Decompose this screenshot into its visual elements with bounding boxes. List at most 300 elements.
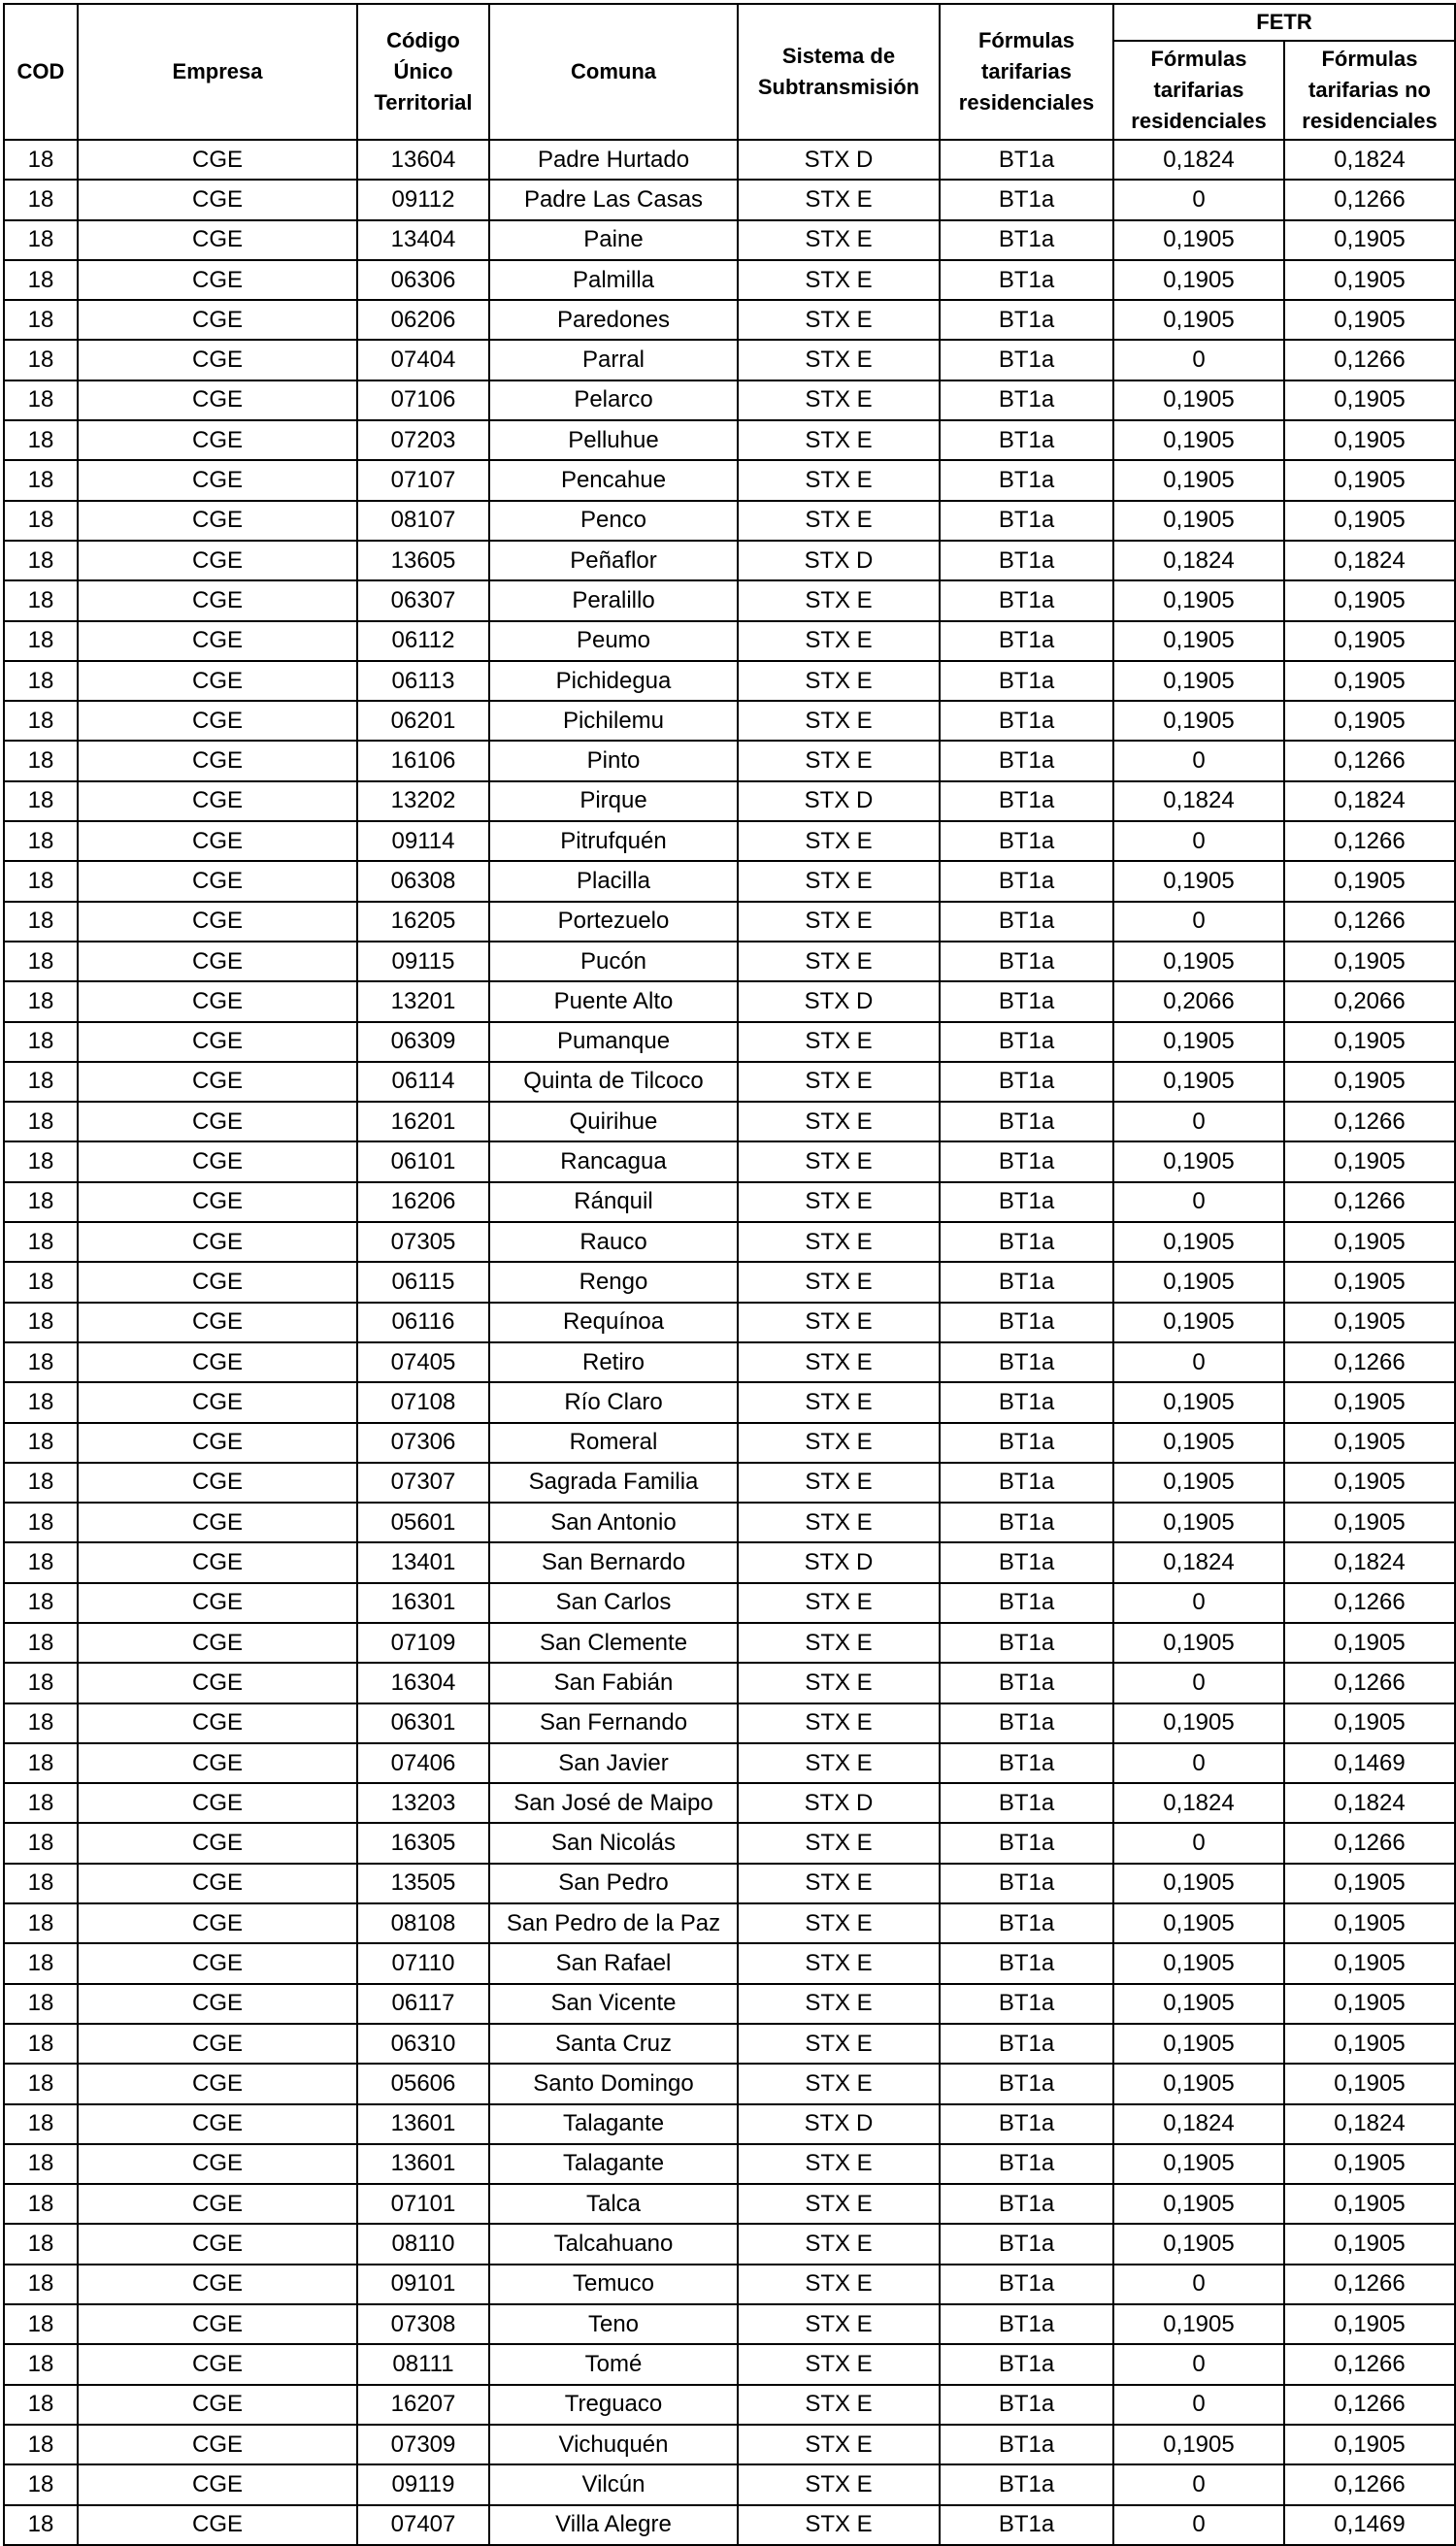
cell-sistema: STX E	[738, 1303, 940, 1342]
cell-cod: 18	[4, 340, 78, 380]
cell-cod: 18	[4, 1382, 78, 1422]
cell-comuna: Villa Alegre	[489, 2505, 738, 2545]
cell-empresa: CGE	[78, 2385, 357, 2425]
table-row	[4, 501, 1455, 541]
table-body	[4, 140, 1455, 2545]
cell-codigo: 07307	[357, 1463, 489, 1503]
header-formulas-residenciales: Fórmulas tarifarias residenciales	[940, 4, 1113, 140]
cell-empresa: CGE	[78, 2265, 357, 2304]
cell-fetr-residencial: 0,1905	[1113, 1303, 1284, 1342]
cell-empresa: CGE	[78, 2344, 357, 2384]
cell-empresa: CGE	[78, 981, 357, 1021]
cell-comuna: Palmilla	[489, 260, 738, 300]
cell-sistema: STX D	[738, 1783, 940, 1823]
cell-formula: BT1a	[940, 1783, 1113, 1823]
cell-fetr-no-residencial: 0,1266	[1284, 741, 1455, 780]
cell-empresa: CGE	[78, 1743, 357, 1783]
cell-codigo: 13604	[357, 140, 489, 180]
cell-formula: BT1a	[940, 1342, 1113, 1382]
cell-fetr-residencial: 0,1905	[1113, 2024, 1284, 2064]
cell-formula: BT1a	[940, 140, 1113, 180]
cell-fetr-residencial: 0,1905	[1113, 460, 1284, 500]
cell-formula: BT1a	[940, 1743, 1113, 1783]
table-row	[4, 781, 1455, 821]
cell-sistema: STX D	[738, 781, 940, 821]
cell-fetr-no-residencial: 0,1905	[1284, 661, 1455, 701]
cell-sistema: STX E	[738, 1823, 940, 1863]
cell-empresa: CGE	[78, 2304, 357, 2344]
cell-cod: 18	[4, 861, 78, 901]
cell-fetr-residencial: 0,1905	[1113, 2064, 1284, 2103]
cell-fetr-no-residencial: 0,2066	[1284, 981, 1455, 1021]
cell-formula: BT1a	[940, 781, 1113, 821]
cell-empresa: CGE	[78, 1663, 357, 1703]
table-row	[4, 2064, 1455, 2103]
cell-formula: BT1a	[940, 2104, 1113, 2144]
cell-cod: 18	[4, 661, 78, 701]
cell-codigo: 06301	[357, 1703, 489, 1743]
cell-formula: BT1a	[940, 1382, 1113, 1422]
cell-sistema: STX E	[738, 1984, 940, 2024]
cell-comuna: San Pedro	[489, 1864, 738, 1903]
header-fetr-no-residenciales: Fórmulas tarifarias no residenciales	[1284, 41, 1455, 140]
cell-fetr-no-residencial: 0,1824	[1284, 2104, 1455, 2144]
cell-comuna: Peumo	[489, 621, 738, 661]
cell-empresa: CGE	[78, 1382, 357, 1422]
cell-comuna: Santa Cruz	[489, 2024, 738, 2064]
cell-formula: BT1a	[940, 541, 1113, 580]
cell-codigo: 06307	[357, 580, 489, 620]
cell-fetr-residencial: 0	[1113, 1743, 1284, 1783]
table-row	[4, 260, 1455, 300]
cell-empresa: CGE	[78, 260, 357, 300]
cell-codigo: 07406	[357, 1743, 489, 1783]
cell-codigo: 06206	[357, 300, 489, 340]
cell-sistema: STX E	[738, 1903, 940, 1943]
cell-formula: BT1a	[940, 1943, 1113, 1983]
table-row	[4, 1062, 1455, 1102]
cell-formula: BT1a	[940, 1262, 1113, 1302]
cell-cod: 18	[4, 1342, 78, 1382]
cell-comuna: Pelarco	[489, 380, 738, 420]
cell-sistema: STX D	[738, 981, 940, 1021]
cell-empresa: CGE	[78, 2505, 357, 2545]
cell-codigo: 16304	[357, 1663, 489, 1703]
cell-empresa: CGE	[78, 2064, 357, 2103]
cell-fetr-residencial: 0,1905	[1113, 1623, 1284, 1663]
cell-empresa: CGE	[78, 1222, 357, 1262]
cell-formula: BT1a	[940, 1542, 1113, 1582]
cell-sistema: STX E	[738, 861, 940, 901]
cell-codigo: 13401	[357, 1542, 489, 1582]
cell-comuna: Pumanque	[489, 1022, 738, 1062]
cell-formula: BT1a	[940, 2344, 1113, 2384]
cell-comuna: Pelluhue	[489, 420, 738, 460]
table-row	[4, 380, 1455, 420]
table-row	[4, 701, 1455, 741]
cell-fetr-residencial: 0	[1113, 1102, 1284, 1141]
table-row	[4, 2385, 1455, 2425]
cell-fetr-no-residencial: 0,1905	[1284, 2425, 1455, 2464]
cell-formula: BT1a	[940, 1423, 1113, 1463]
cell-fetr-no-residencial: 0,1266	[1284, 821, 1455, 861]
cell-fetr-no-residencial: 0,1905	[1284, 1503, 1455, 1542]
cell-codigo: 13505	[357, 1864, 489, 1903]
table-row	[4, 1623, 1455, 1663]
cell-comuna: Pichidegua	[489, 661, 738, 701]
cell-cod: 18	[4, 1182, 78, 1222]
cell-sistema: STX E	[738, 902, 940, 942]
cell-comuna: Paine	[489, 220, 738, 260]
cell-empresa: CGE	[78, 621, 357, 661]
cell-cod: 18	[4, 1823, 78, 1863]
table-row	[4, 1703, 1455, 1743]
cell-fetr-residencial: 0,1824	[1113, 541, 1284, 580]
cell-formula: BT1a	[940, 2464, 1113, 2504]
cell-cod: 18	[4, 2265, 78, 2304]
cell-comuna: Padre Las Casas	[489, 180, 738, 219]
cell-codigo: 08110	[357, 2224, 489, 2264]
cell-sistema: STX E	[738, 2505, 940, 2545]
cell-fetr-residencial: 0,1905	[1113, 420, 1284, 460]
cell-formula: BT1a	[940, 180, 1113, 219]
cell-comuna: Pitrufquén	[489, 821, 738, 861]
cell-empresa: CGE	[78, 1783, 357, 1823]
cell-comuna: San Carlos	[489, 1583, 738, 1623]
cell-comuna: Talagante	[489, 2144, 738, 2184]
cell-cod: 18	[4, 2385, 78, 2425]
cell-codigo: 13601	[357, 2104, 489, 2144]
cell-formula: BT1a	[940, 741, 1113, 780]
cell-empresa: CGE	[78, 140, 357, 180]
cell-codigo: 06306	[357, 260, 489, 300]
cell-sistema: STX E	[738, 2184, 940, 2224]
cell-sistema: STX E	[738, 2224, 940, 2264]
cell-comuna: Temuco	[489, 2265, 738, 2304]
cell-fetr-no-residencial: 0,1905	[1284, 2024, 1455, 2064]
cell-sistema: STX E	[738, 741, 940, 780]
cell-cod: 18	[4, 2224, 78, 2264]
cell-fetr-residencial: 0,1905	[1113, 220, 1284, 260]
table-row	[4, 220, 1455, 260]
cell-formula: BT1a	[940, 661, 1113, 701]
cell-fetr-residencial: 0,1824	[1113, 1542, 1284, 1582]
cell-fetr-residencial: 0	[1113, 1823, 1284, 1863]
cell-fetr-residencial: 0,1905	[1113, 501, 1284, 541]
cell-fetr-no-residencial: 0,1905	[1284, 1903, 1455, 1943]
cell-comuna: San Antonio	[489, 1503, 738, 1542]
cell-empresa: CGE	[78, 1903, 357, 1943]
cell-fetr-residencial: 0,1905	[1113, 1423, 1284, 1463]
cell-empresa: CGE	[78, 1503, 357, 1542]
cell-formula: BT1a	[940, 2304, 1113, 2344]
cell-cod: 18	[4, 981, 78, 1021]
cell-fetr-residencial: 0,1905	[1113, 1984, 1284, 2024]
cell-fetr-residencial: 0,1905	[1113, 1463, 1284, 1503]
cell-codigo: 07109	[357, 1623, 489, 1663]
cell-comuna: Quinta de Tilcoco	[489, 1062, 738, 1102]
cell-fetr-no-residencial: 0,1905	[1284, 1423, 1455, 1463]
cell-codigo: 13404	[357, 220, 489, 260]
cell-formula: BT1a	[940, 1984, 1113, 2024]
cell-codigo: 07110	[357, 1943, 489, 1983]
cell-fetr-residencial: 0	[1113, 1583, 1284, 1623]
cell-fetr-no-residencial: 0,1266	[1284, 2385, 1455, 2425]
table-row	[4, 2024, 1455, 2064]
cell-codigo: 08111	[357, 2344, 489, 2384]
cell-cod: 18	[4, 821, 78, 861]
cell-fetr-residencial: 0,1905	[1113, 942, 1284, 981]
cell-sistema: STX E	[738, 380, 940, 420]
cell-fetr-no-residencial: 0,1905	[1284, 580, 1455, 620]
cell-fetr-no-residencial: 0,1905	[1284, 1382, 1455, 1422]
cell-cod: 18	[4, 1022, 78, 1062]
cell-cod: 18	[4, 1903, 78, 1943]
cell-comuna: San Bernardo	[489, 1542, 738, 1582]
cell-fetr-residencial: 0,1905	[1113, 1503, 1284, 1542]
cell-formula: BT1a	[940, 1463, 1113, 1503]
cell-formula: BT1a	[940, 1623, 1113, 1663]
table-row	[4, 861, 1455, 901]
cell-sistema: STX E	[738, 1703, 940, 1743]
cell-formula: BT1a	[940, 1022, 1113, 1062]
cell-formula: BT1a	[940, 1102, 1113, 1141]
cell-cod: 18	[4, 781, 78, 821]
cell-fetr-residencial: 0,1905	[1113, 1864, 1284, 1903]
cell-empresa: CGE	[78, 781, 357, 821]
cell-formula: BT1a	[940, 1663, 1113, 1703]
cell-formula: BT1a	[940, 1703, 1113, 1743]
cell-empresa: CGE	[78, 1022, 357, 1062]
table-row	[4, 942, 1455, 981]
cell-cod: 18	[4, 1783, 78, 1823]
cell-empresa: CGE	[78, 2104, 357, 2144]
cell-comuna: Talagante	[489, 2104, 738, 2144]
cell-fetr-residencial: 0	[1113, 1342, 1284, 1382]
cell-formula: BT1a	[940, 220, 1113, 260]
cell-sistema: STX E	[738, 1864, 940, 1903]
cell-empresa: CGE	[78, 1423, 357, 1463]
cell-sistema: STX E	[738, 180, 940, 219]
cell-empresa: CGE	[78, 861, 357, 901]
cell-fetr-residencial: 0	[1113, 902, 1284, 942]
cell-formula: BT1a	[940, 1141, 1113, 1181]
tariff-table	[3, 3, 1456, 2546]
cell-codigo: 07404	[357, 340, 489, 380]
cell-fetr-residencial: 0,1905	[1113, 1062, 1284, 1102]
cell-sistema: STX E	[738, 220, 940, 260]
table-header	[4, 4, 1455, 140]
cell-comuna: San Vicente	[489, 1984, 738, 2024]
cell-formula: BT1a	[940, 2144, 1113, 2184]
cell-cod: 18	[4, 501, 78, 541]
cell-fetr-residencial: 0,1905	[1113, 1022, 1284, 1062]
cell-comuna: Penco	[489, 501, 738, 541]
cell-codigo: 07305	[357, 1222, 489, 1262]
cell-cod: 18	[4, 580, 78, 620]
table-row	[4, 1222, 1455, 1262]
cell-formula: BT1a	[940, 1182, 1113, 1222]
cell-fetr-no-residencial: 0,1905	[1284, 2184, 1455, 2224]
cell-sistema: STX E	[738, 2024, 940, 2064]
cell-codigo: 06101	[357, 1141, 489, 1181]
cell-formula: BT1a	[940, 701, 1113, 741]
cell-codigo: 06115	[357, 1262, 489, 1302]
cell-empresa: CGE	[78, 580, 357, 620]
cell-codigo: 09101	[357, 2265, 489, 2304]
cell-fetr-residencial: 0,1824	[1113, 140, 1284, 180]
cell-fetr-no-residencial: 0,1905	[1284, 1943, 1455, 1983]
cell-cod: 18	[4, 420, 78, 460]
cell-fetr-residencial: 0,1905	[1113, 661, 1284, 701]
cell-fetr-no-residencial: 0,1905	[1284, 621, 1455, 661]
cell-cod: 18	[4, 300, 78, 340]
cell-fetr-no-residencial: 0,1905	[1284, 420, 1455, 460]
cell-fetr-residencial: 0	[1113, 180, 1284, 219]
cell-cod: 18	[4, 1303, 78, 1342]
cell-formula: BT1a	[940, 2505, 1113, 2545]
cell-empresa: CGE	[78, 501, 357, 541]
cell-fetr-residencial: 0,1905	[1113, 1943, 1284, 1983]
cell-codigo: 06309	[357, 1022, 489, 1062]
cell-empresa: CGE	[78, 2464, 357, 2504]
cell-empresa: CGE	[78, 1303, 357, 1342]
header-fetr-residenciales: Fórmulas tarifarias residenciales	[1113, 41, 1284, 140]
header-sistema-subtransmision: Sistema de Subtransmisión	[738, 4, 940, 140]
cell-formula: BT1a	[940, 2224, 1113, 2264]
cell-codigo: 09114	[357, 821, 489, 861]
table-row	[4, 340, 1455, 380]
cell-empresa: CGE	[78, 380, 357, 420]
cell-codigo: 07407	[357, 2505, 489, 2545]
cell-codigo: 07306	[357, 1423, 489, 1463]
table-row	[4, 1984, 1455, 2024]
cell-sistema: STX E	[738, 1022, 940, 1062]
cell-empresa: CGE	[78, 420, 357, 460]
cell-comuna: Parral	[489, 340, 738, 380]
cell-codigo: 08107	[357, 501, 489, 541]
table-row	[4, 1463, 1455, 1503]
cell-cod: 18	[4, 180, 78, 219]
cell-codigo: 07309	[357, 2425, 489, 2464]
cell-cod: 18	[4, 1542, 78, 1582]
cell-formula: BT1a	[940, 501, 1113, 541]
cell-formula: BT1a	[940, 621, 1113, 661]
cell-formula: BT1a	[940, 2385, 1113, 2425]
cell-cod: 18	[4, 1864, 78, 1903]
table-row	[4, 661, 1455, 701]
cell-sistema: STX E	[738, 1503, 940, 1542]
cell-cod: 18	[4, 380, 78, 420]
cell-fetr-residencial: 0	[1113, 2344, 1284, 2384]
cell-fetr-residencial: 0,1905	[1113, 2425, 1284, 2464]
table-row	[4, 541, 1455, 580]
table-row	[4, 2224, 1455, 2264]
cell-fetr-no-residencial: 0,1905	[1284, 1984, 1455, 2024]
cell-cod: 18	[4, 1102, 78, 1141]
cell-comuna: Sagrada Familia	[489, 1463, 738, 1503]
cell-sistema: STX E	[738, 1423, 940, 1463]
cell-fetr-no-residencial: 0,1905	[1284, 1623, 1455, 1663]
cell-codigo: 16206	[357, 1182, 489, 1222]
cell-codigo: 16205	[357, 902, 489, 942]
cell-cod: 18	[4, 2184, 78, 2224]
cell-cod: 18	[4, 1583, 78, 1623]
table-row	[4, 140, 1455, 180]
cell-sistema: STX E	[738, 460, 940, 500]
table-row	[4, 2304, 1455, 2344]
cell-sistema: STX E	[738, 821, 940, 861]
table-row	[4, 1663, 1455, 1703]
cell-sistema: STX E	[738, 2385, 940, 2425]
cell-empresa: CGE	[78, 340, 357, 380]
cell-fetr-residencial: 0,1905	[1113, 2224, 1284, 2264]
cell-empresa: CGE	[78, 300, 357, 340]
cell-sistema: STX D	[738, 1542, 940, 1582]
cell-comuna: Tomé	[489, 2344, 738, 2384]
cell-formula: BT1a	[940, 942, 1113, 981]
cell-cod: 18	[4, 1062, 78, 1102]
table-row	[4, 2505, 1455, 2545]
cell-comuna: Pucón	[489, 942, 738, 981]
table-row	[4, 1783, 1455, 1823]
cell-empresa: CGE	[78, 1864, 357, 1903]
cell-fetr-no-residencial: 0,1266	[1284, 2265, 1455, 2304]
cell-fetr-residencial: 0,1905	[1113, 380, 1284, 420]
cell-fetr-no-residencial: 0,1266	[1284, 2464, 1455, 2504]
header-comuna: Comuna	[489, 4, 738, 140]
cell-empresa: CGE	[78, 1102, 357, 1141]
cell-cod: 18	[4, 1141, 78, 1181]
cell-fetr-no-residencial: 0,1905	[1284, 2144, 1455, 2184]
cell-cod: 18	[4, 1222, 78, 1262]
cell-fetr-residencial: 0,1905	[1113, 1903, 1284, 1943]
table-row	[4, 621, 1455, 661]
cell-empresa: CGE	[78, 1943, 357, 1983]
cell-fetr-residencial: 0,1824	[1113, 2104, 1284, 2144]
cell-empresa: CGE	[78, 1583, 357, 1623]
cell-codigo: 16305	[357, 1823, 489, 1863]
cell-fetr-no-residencial: 0,1824	[1284, 541, 1455, 580]
cell-comuna: San Fabián	[489, 1663, 738, 1703]
header-empresa: Empresa	[78, 4, 357, 140]
cell-empresa: CGE	[78, 1062, 357, 1102]
cell-formula: BT1a	[940, 981, 1113, 1021]
cell-codigo: 09115	[357, 942, 489, 981]
header-fetr: FETR	[1113, 4, 1455, 41]
cell-empresa: CGE	[78, 741, 357, 780]
cell-comuna: Río Claro	[489, 1382, 738, 1422]
cell-sistema: STX E	[738, 2344, 940, 2384]
cell-fetr-no-residencial: 0,1266	[1284, 1182, 1455, 1222]
cell-fetr-no-residencial: 0,1266	[1284, 902, 1455, 942]
cell-codigo: 06113	[357, 661, 489, 701]
cell-sistema: STX E	[738, 2304, 940, 2344]
cell-comuna: Teno	[489, 2304, 738, 2344]
cell-empresa: CGE	[78, 821, 357, 861]
cell-fetr-no-residencial: 0,1824	[1284, 140, 1455, 180]
cell-sistema: STX E	[738, 1943, 940, 1983]
cell-empresa: CGE	[78, 2224, 357, 2264]
cell-comuna: Pinto	[489, 741, 738, 780]
cell-fetr-residencial: 0,1905	[1113, 300, 1284, 340]
cell-sistema: STX E	[738, 1342, 940, 1382]
table-row	[4, 821, 1455, 861]
cell-comuna: Pichilemu	[489, 701, 738, 741]
cell-sistema: STX E	[738, 340, 940, 380]
cell-fetr-no-residencial: 0,1905	[1284, 1022, 1455, 1062]
cell-comuna: Peñaflor	[489, 541, 738, 580]
